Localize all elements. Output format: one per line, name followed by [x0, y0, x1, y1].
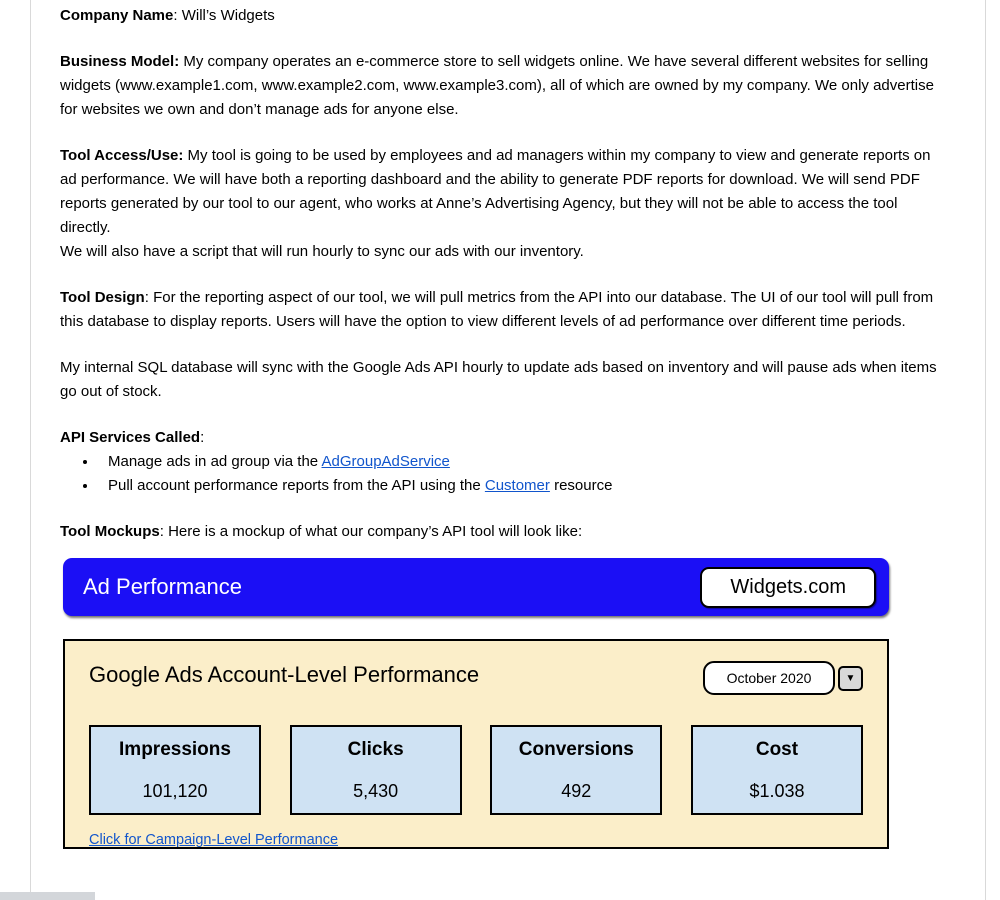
metric-value: $1.038	[749, 781, 805, 801]
dropdown-button[interactable]	[838, 666, 863, 691]
tool-access-text-line2: We will also have a script that will run hourly to sync our ads with our inventory.	[60, 243, 584, 260]
paragraph-tool-design	[60, 286, 940, 334]
metric-value: 492	[561, 781, 592, 801]
list-item	[98, 450, 940, 474]
paragraph-business-model	[60, 50, 940, 122]
date-selector	[703, 659, 863, 695]
panel-header-row	[89, 659, 863, 695]
paragraph-api-services	[60, 426, 940, 450]
mockup-title: Ad Performance	[83, 574, 242, 599]
metric-card-clicks	[290, 725, 462, 815]
tool-mockup	[63, 558, 889, 849]
business-model-text: My company operates an e-commerce store to sell widgets online. We have several different websites for selling widgets (www.example1.com, www.example2.com, www.example3.com), all of which are owned by my company. We only advertise for websites we own and don’t manage ads for anyone else.	[60, 53, 934, 118]
paragraph-tool-access	[60, 144, 940, 264]
widgets-site-button[interactable]: Widgets.com	[700, 567, 876, 608]
company-name-label: Company Name	[60, 7, 174, 24]
adgroupadservice-link[interactable]: AdGroupAdService	[321, 453, 450, 470]
performance-panel	[63, 639, 889, 849]
panel-title: Google Ads Account-Level Performance	[89, 662, 480, 687]
metric-label: Cost	[755, 739, 799, 760]
bullet-text: resource	[549, 477, 613, 494]
canvas-corner	[0, 892, 95, 900]
tool-access-label: Tool Access/Use:	[60, 147, 184, 164]
campaign-level-link[interactable]: Click for Campaign-Level Performance	[89, 832, 339, 848]
metric-label: Conversions	[518, 739, 634, 760]
chevron-down-icon: ▼	[845, 672, 856, 684]
api-services-colon: :	[200, 429, 205, 446]
metric-value: 101,120	[142, 781, 208, 801]
metrics-row	[89, 725, 863, 815]
business-model-label: Business Model:	[60, 53, 180, 70]
list-item	[98, 474, 940, 498]
bullet-text: Manage ads in ad group via the	[108, 453, 322, 470]
bullet-text: Pull account performance reports from the API using the	[108, 477, 485, 494]
tool-access-text: My tool is going to be used by employees and ad managers within my company to view and generate reports on ad performance. We will have both a reporting dashboard and the ability to generate PDF reports for download. We will send PDF reports generated by our tool to our agent, who works at Anne’s Advertising Agency, but they will not be able to access the tool directly.	[60, 147, 931, 236]
paragraph-sql-sync	[60, 356, 940, 404]
metric-card-cost	[691, 725, 863, 815]
page-edge-right	[985, 0, 986, 900]
api-services-list	[60, 450, 940, 498]
tool-design-label: Tool Design	[60, 289, 145, 306]
metric-label: Impressions	[119, 739, 231, 760]
metric-value: 5,430	[353, 781, 399, 801]
paragraph-company-name	[60, 4, 940, 28]
customer-resource-link[interactable]: Customer	[484, 477, 550, 494]
company-name-value: : Will’s Widgets	[173, 7, 275, 24]
paragraph-tool-mockups	[60, 520, 940, 544]
sql-sync-text: My internal SQL database will sync with the Google Ads API hourly to update ads based on inventory and will pause ads when items go out of stock.	[60, 359, 937, 400]
metric-card-impressions	[89, 725, 261, 815]
metric-label: Clicks	[347, 739, 404, 760]
api-services-label: API Services Called	[60, 429, 201, 446]
tool-mockups-label: Tool Mockups	[60, 523, 160, 540]
page-edge-left	[30, 0, 31, 900]
tool-mockups-text: : Here is a mockup of what our company’s API tool will look like:	[159, 523, 583, 540]
metric-card-conversions	[490, 725, 662, 815]
mockup-header-bar	[63, 558, 889, 616]
tool-design-text: : For the reporting aspect of our tool, we will pull metrics from the API into our database. The UI of our tool will pull from this database to display reports. Users will have the option to view different levels of ad performance over different time periods.	[60, 289, 934, 330]
date-selector-value[interactable]: October 2020	[703, 661, 835, 695]
